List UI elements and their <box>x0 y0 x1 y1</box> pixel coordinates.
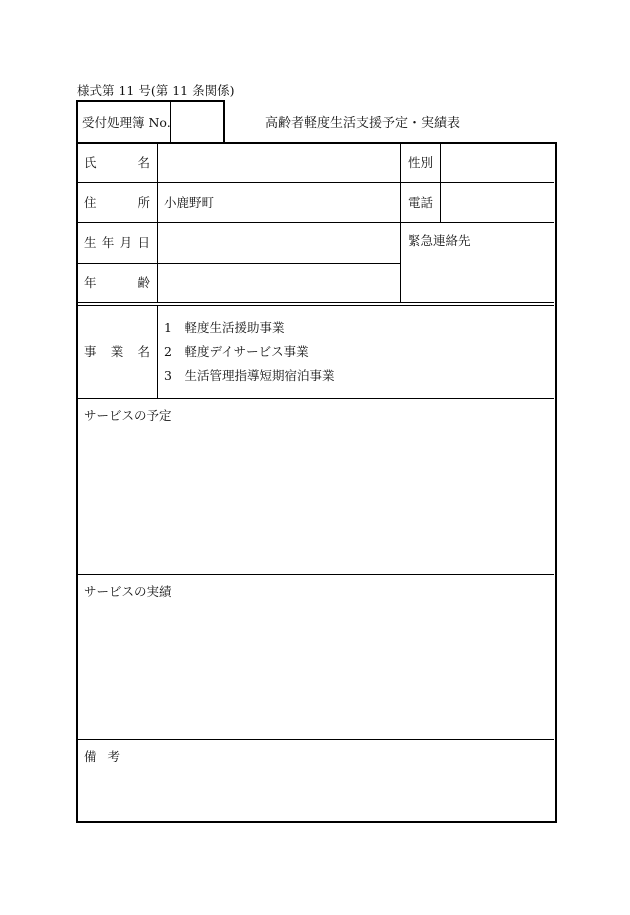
receipt-box-right <box>223 100 225 143</box>
remarks-area[interactable] <box>80 768 550 816</box>
receipt-label: 受付処理簿 No. <box>82 115 171 130</box>
name-field[interactable] <box>159 145 399 181</box>
rule <box>157 306 158 398</box>
business-option-1[interactable]: 1 軽度生活援助事業 <box>164 320 285 335</box>
age-field[interactable] <box>159 265 399 301</box>
rule <box>77 574 554 575</box>
service-results-area[interactable] <box>80 604 550 736</box>
service-plan-label: サービスの予定 <box>84 408 172 423</box>
document-title: 高齢者軽度生活支援予定・実績表 <box>265 116 461 131</box>
name-label: 氏 名 <box>84 155 150 170</box>
rule <box>77 739 554 740</box>
phone-label: 電話 <box>408 195 434 210</box>
rule <box>157 143 158 303</box>
address-field[interactable]: 小鹿野町 <box>164 195 215 210</box>
receipt-box-top <box>76 100 225 102</box>
rule <box>400 143 401 303</box>
service-results-label: サービスの実績 <box>84 584 172 599</box>
rule <box>77 222 554 223</box>
dob-field[interactable] <box>159 224 399 262</box>
receipt-box-left <box>76 100 78 143</box>
rule <box>77 302 554 303</box>
remarks-label: 備 考 <box>84 749 120 764</box>
dob-label: 生 年 月 日 <box>84 235 150 250</box>
rule <box>77 398 554 399</box>
phone-field[interactable] <box>442 184 552 221</box>
emergency-contact-label: 緊急連絡先 <box>408 233 471 248</box>
gender-field[interactable] <box>442 145 552 181</box>
rule <box>77 182 554 183</box>
gender-label: 性別 <box>408 155 434 170</box>
rule <box>77 263 401 264</box>
receipt-number-field[interactable] <box>172 103 222 141</box>
emergency-contact-field[interactable] <box>404 250 552 300</box>
rule <box>440 143 441 222</box>
service-plan-area[interactable] <box>80 428 550 570</box>
age-label: 年 齢 <box>84 275 150 290</box>
business-label: 事 業 名 <box>84 344 150 359</box>
rule <box>77 305 554 306</box>
business-option-3[interactable]: 3 生活管理指導短期宿泊事業 <box>164 368 335 383</box>
business-option-2[interactable]: 2 軽度デイサービス事業 <box>164 344 309 359</box>
address-label: 住 所 <box>84 195 150 210</box>
form-caption: 様式第 11 号(第 11 条関係) <box>77 83 235 98</box>
